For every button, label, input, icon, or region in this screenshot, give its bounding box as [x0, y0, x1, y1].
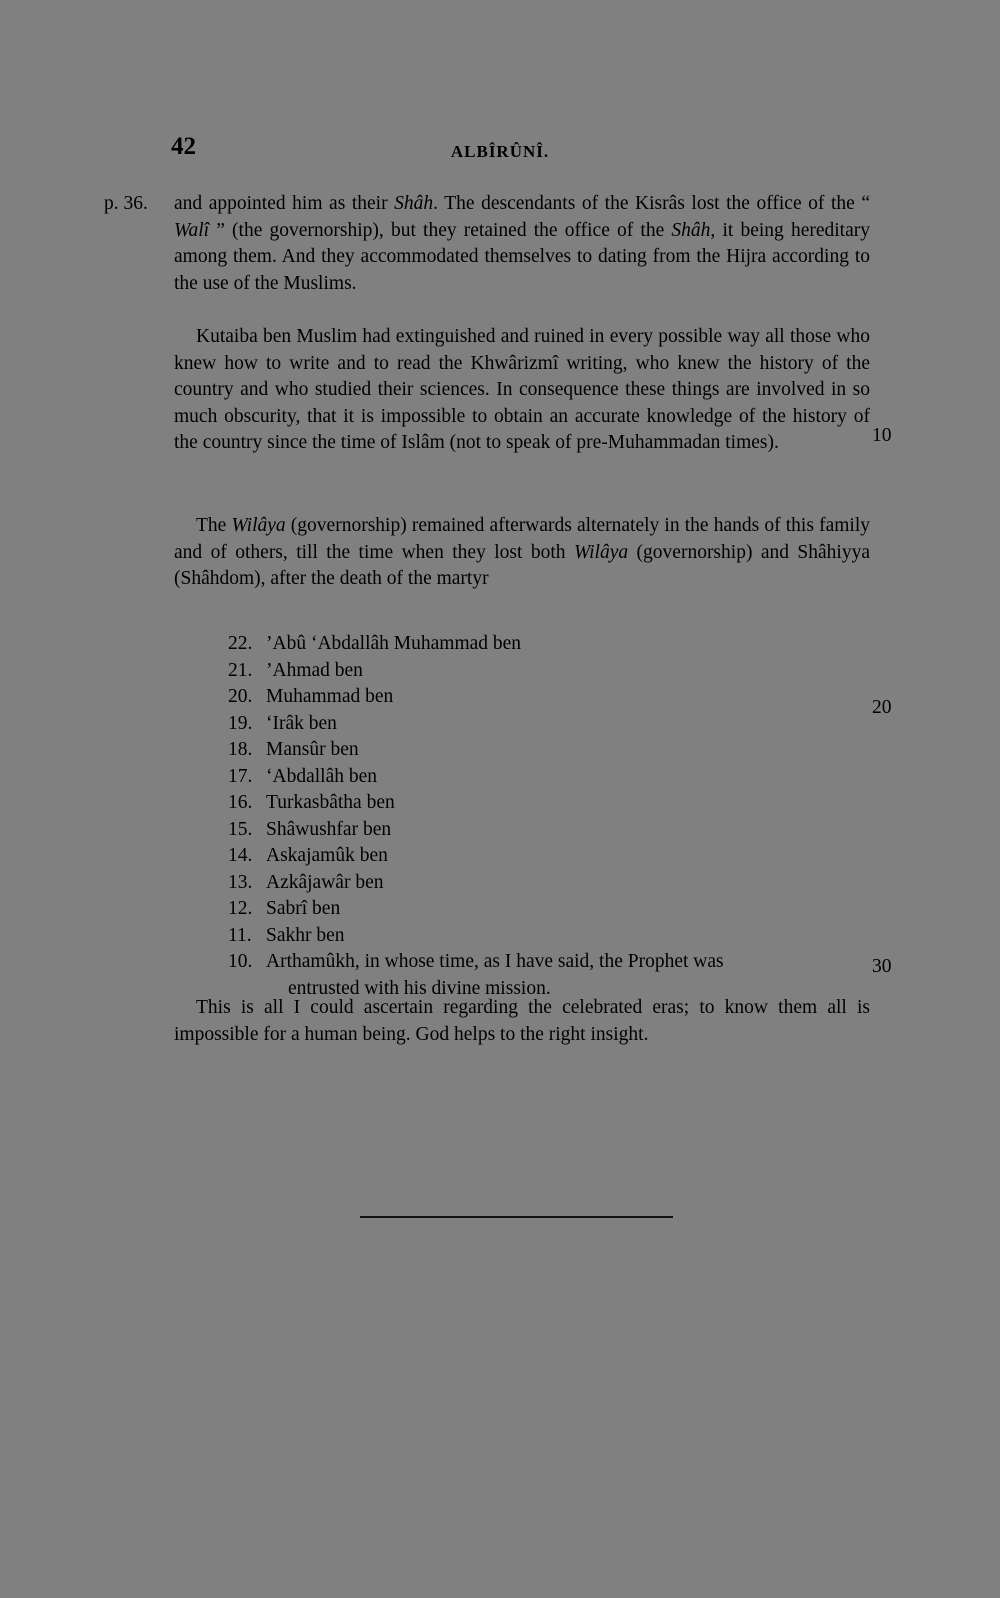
list-item	[228, 843, 871, 870]
list-item-number: 22.	[228, 633, 253, 654]
list-item-name: ’Abû ‘Abdallâh Muhammad ben	[266, 633, 522, 654]
paragraph-1-text	[174, 191, 870, 297]
list-item-continuation-text: entrusted with his divine mission.	[288, 977, 551, 999]
list-item-name: Muhammad ben	[266, 686, 394, 707]
list-item	[228, 631, 871, 658]
italic-term: Walî	[174, 219, 210, 241]
list-item	[228, 896, 871, 923]
list-item-number: 11.	[228, 924, 252, 946]
list-item-number: 17.	[228, 765, 253, 787]
list-item	[228, 949, 871, 976]
paragraph-2	[174, 324, 870, 457]
list-item	[228, 790, 871, 817]
italic-term: Shâh	[671, 219, 711, 241]
end-rule	[360, 1216, 673, 1218]
list-item-number: 20.	[228, 686, 253, 707]
list-item-name: Turkasbâtha ben	[266, 792, 395, 813]
list-item-number: 13.	[228, 871, 253, 893]
list-item	[228, 658, 871, 685]
list-item-number: 18.	[228, 739, 253, 760]
list-item-number: 16.	[228, 792, 253, 813]
italic-term: Shâh	[394, 193, 434, 214]
list-item-name: Sakhr ben	[266, 924, 345, 946]
italic-term: Wilâya	[573, 541, 629, 563]
list-item	[228, 737, 871, 764]
text-run: . The descendants of the Kisrâs lost the office of the “	[433, 193, 870, 214]
text-run: The	[196, 515, 232, 536]
paragraph-2-text: Kutaiba ben Muslim had extinguished and ruined in every possible way all those who knew how to write and to read the Khwârizmî writing, who knew the history of the country and who studied their sciences. In consequence these things are involved in so much obscurity, that it is impossible to obtain an accurate knowledge of the history of the country since the time of Islâm (not to speak of pre-Muhammadan times).	[174, 326, 870, 454]
list-item	[228, 684, 871, 711]
list-item-name: Sabrî ben	[266, 898, 341, 919]
italic-term: Wilâya	[231, 515, 286, 536]
list-item-name: ’Ahmad ben	[266, 659, 363, 681]
paragraph-4	[174, 995, 870, 1048]
list-item-name: Azkâjawâr ben	[266, 871, 384, 893]
page-number: 42	[171, 133, 196, 160]
list-item	[228, 764, 871, 791]
genealogy-list	[228, 631, 871, 1002]
list-item-name: Arthamûkh, in whose time, as I have said, the Prophet was	[266, 951, 724, 972]
paragraph-4-text: This is all I could ascertain regarding the celebrated eras; to know them all is impossible for a human being. God helps to the right insight.	[174, 997, 870, 1045]
line-number-10: 10	[872, 425, 892, 446]
page-reference: p. 36.	[104, 193, 148, 214]
text-run: (governorship) remained afterwards alternately in the hands of this family and of others, till the time when they lost both	[174, 515, 870, 563]
list-item-number: 12.	[228, 898, 253, 919]
list-item-name: Shâwushfar ben	[266, 818, 392, 840]
list-item-name: ‘Irâk ben	[266, 712, 337, 734]
line-number-30: 30	[872, 956, 892, 977]
paragraph-3	[174, 513, 870, 593]
list-item-name: ‘Abdallâh ben	[266, 765, 378, 787]
list-item-number: 10.	[228, 951, 253, 972]
list-item-number: 21.	[228, 659, 253, 681]
paragraph-3-text	[174, 513, 870, 593]
list-item-name: Mansûr ben	[266, 739, 359, 760]
paragraph-1	[174, 191, 870, 297]
text-run: (governorship) and Shâhiyya (Shâhdom), after the death of the martyr	[174, 541, 871, 590]
list-item	[228, 711, 871, 738]
list-item-number: 14.	[228, 845, 253, 866]
list-item	[228, 870, 871, 897]
list-item-number: 19.	[228, 712, 253, 734]
list-item	[228, 817, 871, 844]
text-run: ” (the governorship), but they retained the office of the	[209, 219, 672, 241]
list-item-name: Askajamûk ben	[266, 845, 388, 866]
text-run: and appointed him as their	[174, 193, 395, 214]
list-item	[228, 923, 871, 950]
running-title: ALBÎRÛNÎ.	[450, 142, 550, 161]
text-run: , it being hereditary among them. And they accommodated themselves to dating from the Hijra according to the use of the Muslims.	[174, 219, 870, 294]
list-item-number: 15.	[228, 818, 253, 840]
line-number-20: 20	[872, 697, 892, 718]
